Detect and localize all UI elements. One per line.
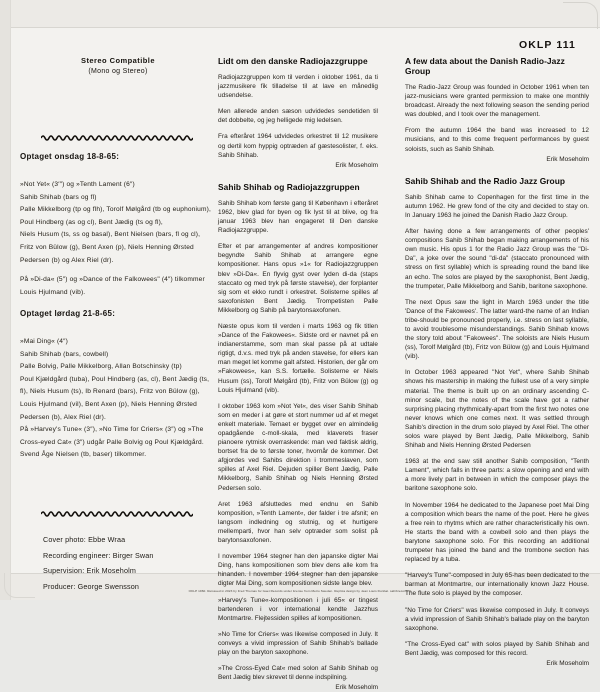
english-paragraph: The Radio-Jazz Group was founded in October 1961 when ten jazz-musicians were granted permission to make one monthly broadcast. Already the next following season the sending period was doubled, and I took over the management. — [405, 84, 589, 119]
cover-edge-left — [0, 0, 10, 600]
session-2-line: På »Harvey's Tune« (3″), »No Time for Criers« (3″) og »The Cross-eyed Cat« (3″) udgår Palle Bolvig og Poul Kjældgård. Svend Åge Nielsen (tb, baser) tilkommer. — [20, 426, 204, 459]
english-paragraph: In November 1964 he dedicated to the Japanese poet Mai Ding a composition which bears the name of the poet. Here he gives a free rein to rhytms which are rather characteristically his own. He starts the band with a cowbell solo and then plays the barytone saxophone solo. For this recording an additional trumpeter has joined the band and the trombone section has replaced by a tuba. — [405, 501, 589, 564]
danish-section-1-signature: Erik Moseholm — [335, 161, 378, 169]
wavy-divider-bottom-icon — [41, 504, 193, 512]
session-1-line: På »Di-da« (5″) og »Dance of the Falkowees" (4″) tilkommer Louis Hjulmand (vib). — [20, 276, 205, 296]
danish-paragraph: Men allerede anden sæson udvidedes sendetiden til det dobbelte, og jeg helligede mig ledelsen. — [218, 108, 378, 125]
credit-cover-photo: Cover photo: Ebbe Wraa — [43, 535, 126, 544]
danish-paragraph: »The Cross-Eyed Cat« med solon af Sahib Shihab og Bent Jædig blev skrevet til denne indspilning. — [218, 665, 378, 682]
session-2-block — [20, 309, 216, 462]
danish-notes-column — [218, 56, 378, 692]
danish-paragraph: Aret 1963 afsluttedes med endnu en Sahib komposition, »Tenth Lament«, der falder i tre afsnit; en langsom indledning og stutnig, og et hurtigere mellemparti, hvor han selv optræder som solist på barytonsaxofonen. — [218, 500, 378, 545]
danish-paragraph: Radiojazzgruppen kom til verden i oktober 1961, da ti jazzmusikere fik tilladelse til at lave en månedlig udsendelse. — [218, 74, 378, 100]
credit-recording-engineer: Recording engineer: Birger Swan — [43, 550, 154, 560]
cover-edge-top — [0, 0, 600, 27]
english-section-2-signature: Erik Moseholm — [546, 659, 589, 667]
english-paragraph: In October 1963 appeared "Not Yet", where Sahib Shihab shows his mastership in making the fullest use of a very simple material. The theme is built up on an ordinary ascending C-minor scale, but the notes of the scale have got a rather surprising placing rhythmically-apart from the first two notes one never knows which one comes next. It was settled through Sahib's direction in the drum solo played by Axel Riel. The other solos ware played by Bent Jædig, Palle Mikkelborg, Sahib Shihab and Niels Henning Ørsted Pedersen — [405, 369, 589, 450]
danish-paragraph: Fra efteråret 1964 udvidedes orkestret til 12 musikere og dertil kom hyppig optræden af gæstesolister, f. eks. Sahib Shihab. — [218, 133, 378, 159]
session-1-line: Fritz von Bülow (g), Bent Axen (p), Niels Henning Ørsted Pedersen (b) og Alex Riel (dr). — [20, 243, 194, 264]
stereo-compatible-label: Stereo Compatible — [81, 56, 155, 65]
session-1-block — [20, 152, 216, 299]
english-paragraph: The next Opus saw the light in March 1963 under the title 'Dance of the Fakowees'. The latter ward-the name of an Indian tribe-should be pronounced properly, i.e. stress on last syllable, to avoid troublesome misunderstandings. Sahib Shihab knows the story told about "Fakowees". The soloists are Niels Husum (ss), Torolf Mølgård (tb), Fritz von Bülow (g) and Louis Hjulmand (vib). — [405, 298, 589, 361]
english-paragraph: Sahib Shihab came to Copenhagen for the first time in the autumn 1962. He grew fond of the city and decided to stay on. In January 1963 he joined the Danish Radio Jazz Group. — [405, 193, 589, 219]
cover-corner-top-right — [563, 2, 598, 29]
credit-supervision: Supervision: Erik Moseholm — [43, 566, 136, 576]
session-2-line: Sahib Shihab (bars, cowbell) — [20, 350, 109, 358]
english-paragraph: From the autumn 1964 the band was increased to 12 musicians, and to this come frequent performances by guest soloists, such as Sahib Shihab. — [405, 127, 589, 153]
session-2-heading: Optaget lørdag 21-8-65: — [20, 309, 116, 318]
session-2-line: Palle Bolvig, Palle Mikkelborg, Allan Botschinsky (tp) — [20, 363, 182, 371]
danish-paragraph: I november 1964 stegner han den japanske digter Mai Ding, hans kompositionen som blev dens alle kom fra hinanden. I november 1964 stegner han den japanske digter Mai Ding, som kompositionen sidste lange blev. — [218, 553, 378, 588]
credit-producer: Producer: George Swensson — [43, 581, 140, 591]
danish-paragraph: I oktober 1963 kom »Not Yet«, des viser Sahib Shihab som en meder i at gøre et stort nummer ud af et meget enkelt materiale. Temaet er bygget over en almindelig opadgående c-moll-skala, med klaverets fraser pianoere rytmisk overraskende: man ved faktisk aldrig, bortset fra de to første toner, hvornår de kommer. Det afgjordes ved Sahibs direktion i trommeslaven, som spilles af Axel Riel. Dejuden spiller Bent Jædig, Palle Mikkelborg, Sahib Shihab og Niels Henning Ørsted Pedersen solo. — [218, 402, 378, 492]
catalog-number: OKLP 111 — [518, 39, 576, 51]
english-paragraph: 1963 at the end saw still another Sahib composition, "Tenth Lament", which falls in three parts: a slow opening and end with a more lively part in between in which the composer plays the baritone saxophone solo. — [405, 458, 589, 493]
session-1-line: Palle Mikkelborg (tp og flh), Torolf Mølgård (tb og euphonium), Poul Hindberg (as og cl), Bent Jædig (ts og fl), — [20, 206, 212, 226]
danish-paragraph: Sahib Shihab kom første gang til København i efteråret 1962, blev glad for byen og fik lyst til at blive, og fra januar 1963 blev han engageret til Den danske Radiojazzgruppe. — [218, 199, 378, 235]
session-1-line: Sahib Shihab (bars og fl) — [20, 193, 97, 201]
danish-section-1-heading: Lidt om den danske Radiojazzgruppe — [218, 56, 368, 66]
wavy-divider-top-icon — [41, 128, 193, 136]
session-1-heading: Optaget onsdag 18-8-65: — [20, 152, 120, 161]
english-paragraph: "The Cross-Eyed cat" with solos played by Sahib Shihab and Bent Jædig, was composed for this record. — [405, 640, 589, 657]
english-paragraph: After having done a few arrangements of other peoples' compositions Sahib Shihab began making arrangements of his own music. His opus 1 for the Radio Jazz Group was the "Di-Da", a joke over the sound "di-da" (staccato pronounced with stress on first syllable) which is spreading round the band like an echo. The solos are played by the saxophonist, Bent Jædig, the trumpeter, Palle Mikkelborg and Sahib, baritone saxophone. — [405, 228, 589, 290]
credits-block — [43, 532, 213, 594]
session-1-line: »Not Yet« (3′″) og »Tenth Lament (6″) — [20, 181, 135, 188]
stereo-mono-label: (Mono og Stereo) — [88, 67, 148, 75]
english-paragraph: "Harvey's Tune"-composed in July 65-has been dedicated to the barman at Montmartre, our internationally known Jazz House. The flute solo is played by the composer. — [405, 572, 589, 598]
session-2-line: »Mai Ding« (4″) — [20, 338, 68, 345]
danish-paragraph: »No Time for Criers« was likewise composed in July. It conveys a vivid impression of Sahib Shihab's ballade play on the baryton saxophone. — [218, 630, 378, 656]
danish-paragraph: »Harvey's Tune«-kompositionen i juli 65« er tingest bartenderen i vor international kendte Jazzhus Montmartre. Flejtessiden spilles af kompositionen. — [218, 596, 378, 622]
english-section-1-signature: Erik Moseholm — [546, 155, 589, 163]
english-paragraph: "No Time for Criers" was likewise composed in July. It conveys a vivid impression of Sahib Shihab's ballade play on the baryton saxophone. — [405, 606, 589, 632]
copyright-fineprint: OKLP 1960. Reissued in 2023 by Fred Thomas for Gaet Records under license from Metro Sweden. Replica design by Jean Louis Dunbat. sahibrecords.it — [188, 589, 412, 593]
danish-section-2-heading: Sahib Shihab og Radiojazzgruppen — [218, 181, 360, 192]
danish-paragraph: Næste opus kom til verden i marts 1963 og fik titlen »Dance of the Fakowees«. Sidste ord er navnet på en indianerstamme, som man skal passe på at udtale rigtigt, d.v.s. med tryk på anden stavelse, for ellers kan man meget let komme galt afsted. Historien, der går om »Fakowees«, kan S.S. fortælle. Solisterne er Niels Husum (ss), Torolf Mølgård (tb), Fritz von Bülow (g) og Louis Hjulmand (vib). — [218, 322, 378, 394]
english-notes-column — [405, 56, 589, 668]
english-section-1-heading: A few data about the Danish Radio-Jazz Group — [405, 56, 565, 76]
session-2-line: Poul Kjældgård (tuba), Poul Hindberg (as, cl), Bent Jædig (ts, fl), Niels Husum (ts), Ib Renard (bars), Fritz von Bülow (g), Louis Hjulmand (vil), Bent Axen (p), Niels Henning Ørsted Pedersen (b), Alex Riel (dr). — [20, 375, 210, 421]
danish-section-2-signature: Erik Moseholm — [335, 684, 378, 692]
stereo-compatible-block — [20, 56, 216, 75]
cover-corner-bottom-left — [4, 573, 35, 598]
session-1-line: Niels Husum (ts, ss og basal), Bent Nielsen (bars, fl og cl), — [20, 231, 201, 239]
danish-paragraph: Efter et par arrangementer af andres kompositioner begyndte Sahib Shihab at arrangere egne kompositioner. Hans opus »1« for Radiojazzgruppen blev »Di-Da«. En flyvig gyst over lyden di-da (staps staccato og med tryk på første stavelse), der forplanter sig som et ekko rundt i orkestret. Solisterne spilles af saxofonisten Bent Jædig. Trompetisten Palle Mikkelborg og Sahib på barytonsaxofonen. — [218, 243, 378, 314]
english-section-2-heading: Sahib Shihab and the Radio Jazz Group — [405, 175, 566, 186]
